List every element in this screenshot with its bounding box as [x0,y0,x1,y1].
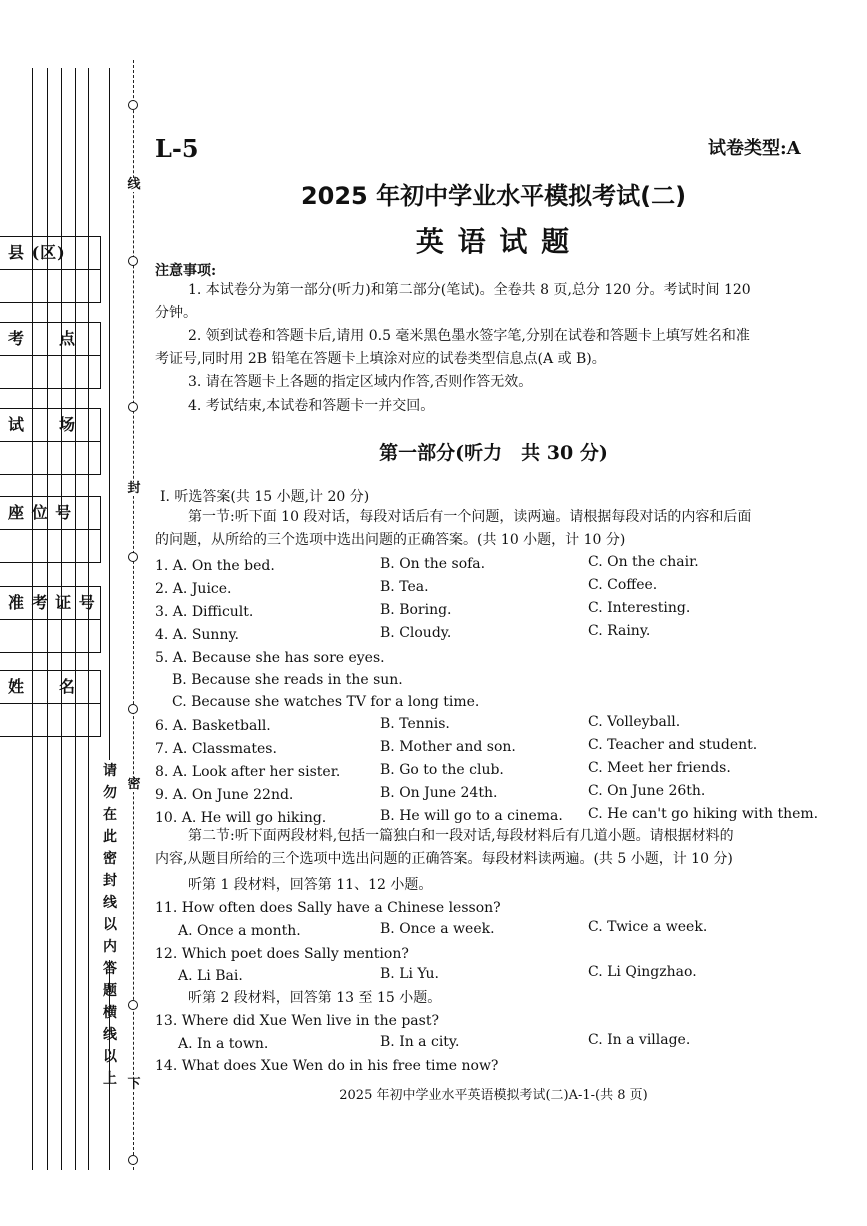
option-b: B. Once a week. [380,921,495,937]
cut-mark: 下 [124,1078,144,1092]
margin-vertical-note: 请 勿 在 此 密 封 线 以 内 答 题 横 线 以 上 [101,760,119,960]
subject-title: 英 语 试 题 [415,225,572,258]
option-a: 3. A. Difficult. [155,604,254,620]
option-c: C. Volleyball. [588,714,681,730]
paper-type: 试卷类型:A [708,138,801,159]
option-a: 5. A. Because she has sore eyes. [155,650,385,666]
seal-circle [128,402,138,412]
part-title: 第一部分(听力 共 30 分) [379,442,608,464]
option-c: C. On the chair. [588,554,699,570]
option-b: B. Boring. [380,602,452,618]
seal-circle [128,552,138,562]
option-c: C. Coffee. [588,577,658,593]
page-footer: 2025 年初中学业水平英语模拟考试(二)A-1-(共 8 页) [339,1088,648,1103]
instruction: 第二节:听下面两段材料,包括一篇独白和一段对话,每段材料后有几道小题。请根据材料的 [188,828,734,844]
option-a: 6. A. Basketball. [155,718,271,734]
option-b: B. Li Yu. [380,966,439,982]
instruction: 内容,从题目所给的三个选项中选出问题的正确答案。每段材料读两遍。(共 5 小题，计 10 分) [155,851,733,867]
option-a: 10. A. He will go hiking. [155,810,327,826]
field-label: 考 点 [0,323,100,356]
notice-item: 1. 本试卷分为第一部分(听力)和第二部分(笔试)。全卷共 8 页,总分 120 分。考试时间 120 [188,282,751,298]
option-a: A. Li Bai. [178,968,243,984]
field-admission-number[interactable] [0,586,101,653]
paper-code: L-5 [155,134,199,163]
instruction: 第一节:听下面 10 段对话，每段对话后有一个问题，读两遍。请根据每段对话的内容和后面 [188,509,752,525]
field-label: 县 (区) [0,237,100,270]
section-title: Ⅰ. 听选答案(共 15 小题,计 20 分) [160,489,370,505]
seal-circle [128,100,138,110]
option-b: B. Because she reads in the sun. [172,672,403,688]
field-label: 准 考 证 号 [0,587,100,620]
field-label: 座 位 号 [0,497,100,530]
exam-title: 2025 年初中学业水平模拟考试(二) [300,182,687,210]
option-b: B. Tennis. [380,716,450,732]
seal-circle [128,1000,138,1010]
notice-item: 2. 领到试卷和答题卡后,请用 0.5 毫米黑色墨水签字笔,分别在试卷和答题卡上填写姓名和准 [188,328,750,344]
option-c: C. On June 26th. [588,783,706,799]
field-seat-number[interactable] [0,496,101,563]
option-b: B. In a city. [380,1034,460,1050]
listen-prompt: 听第 2 段材料，回答第 13 至 15 小题。 [188,990,442,1006]
instruction: 的问题，从所给的三个选项中选出问题的正确答案。(共 10 小题，计 10 分) [155,532,626,548]
option-a: A. In a town. [178,1036,269,1052]
option-c: C. Teacher and student. [588,737,758,753]
option-c: C. He can't go hiking with them. [588,806,819,822]
option-a: 8. A. Look after her sister. [155,764,341,780]
option-a: 1. A. On the bed. [155,558,275,574]
option-c: C. Twice a week. [588,919,708,935]
field-label: 试 场 [0,409,100,442]
field-exam-site[interactable] [0,322,101,389]
option-b: B. Mother and son. [380,739,516,755]
notice-heading: 注意事项: [155,263,217,279]
option-a: 7. A. Classmates. [155,741,277,757]
option-c: C. Because she watches TV for a long time. [172,694,480,710]
option-b: B. On June 24th. [380,785,498,801]
option-c: C. Meet her friends. [588,760,731,776]
option-a: 9. A. On June 22nd. [155,787,294,803]
field-label: 姓 名 [0,671,100,704]
notice-item: 考证号,同时用 2B 铅笔在答题卡上填涂对应的试卷类型信息点(A 或 B)。 [155,351,606,367]
field-name[interactable] [0,670,101,737]
option-b: B. He will go to a cinema. [380,808,563,824]
question-text: 12. Which poet does Sally mention? [155,946,409,962]
seal-circle [128,1155,138,1165]
question-text: 11. How often does Sally have a Chinese lesson? [155,900,501,916]
option-a: 4. A. Sunny. [155,627,239,643]
cut-mark: 线 [124,178,144,192]
question-text: 14. What does Xue Wen do in his free time now? [155,1058,499,1074]
option-c: C. Interesting. [588,600,691,616]
question-text: 13. Where did Xue Wen live in the past? [155,1013,439,1029]
listen-prompt: 听第 1 段材料，回答第 11、12 小题。 [188,877,433,893]
option-b: B. Tea. [380,579,429,595]
seal-circle [128,704,138,714]
cut-mark: 密 [124,778,144,792]
option-a: 2. A. Juice. [155,581,232,597]
notice-item: 3. 请在答题卡上各题的指定区域内作答,否则作答无效。 [188,374,533,390]
option-a: A. Once a month. [178,923,301,939]
option-c: C. In a village. [588,1032,691,1048]
option-c: C. Li Qingzhao. [588,964,697,980]
option-c: C. Rainy. [588,623,651,639]
option-b: B. Go to the club. [380,762,504,778]
option-b: B. On the sofa. [380,556,486,572]
notice-item: 分钟。 [155,305,197,321]
option-b: B. Cloudy. [380,625,452,641]
notice-item: 4. 考试结束,本试卷和答题卡一并交回。 [188,398,435,414]
cut-mark: 封 [124,482,144,496]
